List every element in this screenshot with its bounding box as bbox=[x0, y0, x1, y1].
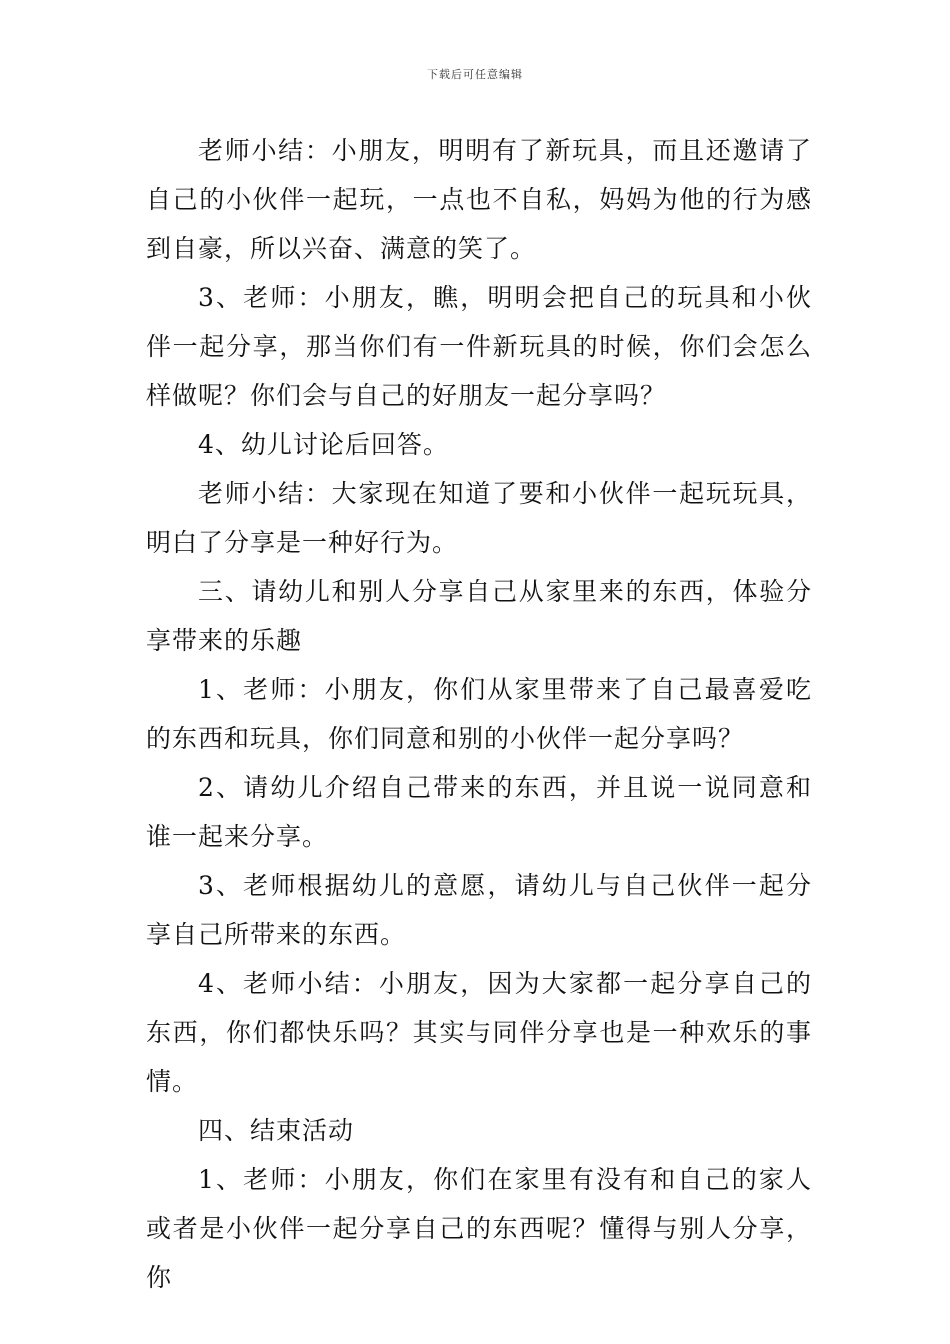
paragraph-section3-step-2: 2、请幼儿介绍自己带来的东西，并且说一说同意和谁一起来分享。 bbox=[146, 773, 812, 851]
paragraph-teacher-summary-2: 老师小结：大家现在知道了要和小伙伴一起玩玩具，明白了分享是一种好行为。 bbox=[146, 479, 812, 557]
paragraph-step-4-discussion: 4、幼儿讨论后回答。 bbox=[198, 430, 449, 459]
paragraph-teacher-summary-1: 老师小结：小朋友，明明有了新玩具，而且还邀请了自己的小伙伴一起玩，一点也不自私，妈妈为他的行为感到自豪，所以兴奋、满意的笑了。 bbox=[146, 136, 812, 263]
section-heading-4: 四、结束活动 bbox=[198, 1116, 355, 1145]
paragraph-section3-step-3: 3、老师根据幼儿的意愿，请幼儿与自己伙伴一起分享自己所带来的东西。 bbox=[146, 871, 812, 949]
section-heading-3: 三、请幼儿和别人分享自己从家里来的东西，体验分享带来的乐趣 bbox=[146, 577, 812, 655]
paragraph-section4-step-1: 1、老师：小朋友，你们在家里有没有和自己的家人或者是小伙伴一起分享自己的东西呢？懂得与别人分享，你 bbox=[146, 1165, 812, 1292]
paragraph-section3-step-1: 1、老师：小朋友，你们从家里带来了自己最喜爱吃的东西和玩具，你们同意和别的小伙伴一起分享吗？ bbox=[146, 675, 812, 753]
document-body bbox=[146, 126, 812, 1302]
paragraph-section3-step-4: 4、老师小结：小朋友，因为大家都一起分享自己的东西，你们都快乐吗？其实与同伴分享也是一种欢乐的事情。 bbox=[146, 969, 812, 1096]
paragraph-step-3-question: 3、老师：小朋友，瞧，明明会把自己的玩具和小伙伴一起分享，那当你们有一件新玩具的时候，你们会怎么样做呢？你们会与自己的好朋友一起分享吗？ bbox=[146, 283, 812, 410]
page-header-note: 下载后可任意编辑 bbox=[427, 68, 523, 81]
